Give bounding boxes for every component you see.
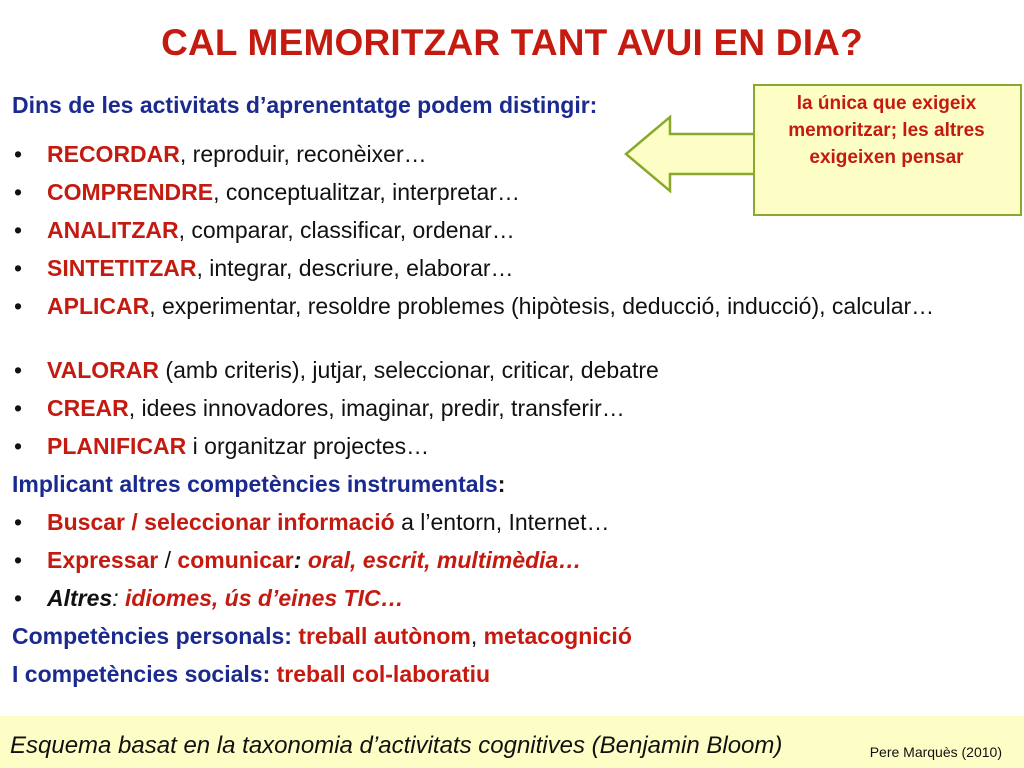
footer-author: Pere Marquès (2010) [869, 744, 1002, 760]
list-item [12, 431, 1012, 469]
text-run: , reproduir, reconèixer… [179, 141, 427, 167]
text-run: treball autònom [298, 623, 471, 649]
text-run: VALORAR [47, 357, 160, 383]
text-run: oral, escrit, multimèdia… [307, 547, 582, 573]
content-list [12, 139, 1012, 697]
text-run: : [293, 547, 308, 573]
text-run: Altres [47, 585, 113, 611]
section-heading [12, 621, 1012, 659]
text-run: Competències personals: [12, 623, 299, 649]
section-heading [12, 469, 1012, 507]
text-run: Expressar [47, 547, 159, 573]
bullet-icon: • [14, 179, 23, 205]
bullet-icon: • [14, 141, 23, 167]
footer-bar [0, 716, 1024, 768]
bullet-icon: • [14, 509, 23, 535]
section-heading [12, 659, 1012, 697]
text-run: i organitzar projectes… [186, 433, 430, 459]
bullet-icon: • [14, 357, 23, 383]
text-run: / [158, 547, 178, 573]
text-run: Implicant altres competències instrumentals [12, 471, 498, 497]
text-run: APLICAR [47, 293, 150, 319]
list-item [12, 291, 1012, 355]
text-run: , integrar, descriure, elaborar… [196, 255, 514, 281]
list-item [12, 355, 1012, 393]
text-run: , idees innovadores, imaginar, predir, transferir… [128, 395, 625, 421]
callout-text: la única que exigeix memoritzar; les altres exigeixen pensar [788, 93, 985, 168]
bullet-icon: • [14, 433, 23, 459]
footer-caption: Esquema basat en la taxonomia d’activitats cognitives (Benjamin Bloom) [10, 732, 783, 759]
bullet-icon: • [14, 255, 23, 281]
text-run: CREAR [47, 395, 129, 421]
text-run: a l’entorn, Internet… [394, 509, 610, 535]
text-run: PLANIFICAR [47, 433, 187, 459]
text-run: comunicar [177, 547, 294, 573]
list-item [12, 253, 1012, 291]
text-run: , comparar, classificar, ordenar… [178, 217, 515, 243]
text-run: (amb criteris), jutjar, seleccionar, criticar, debatre [159, 357, 659, 383]
text-run: COMPRENDRE [47, 179, 214, 205]
text-run: I competències socials: [12, 661, 277, 687]
bullet-icon: • [14, 585, 23, 611]
text-run: RECORDAR [47, 141, 180, 167]
bullet-icon: • [14, 395, 23, 421]
list-item [12, 583, 1012, 621]
list-item [12, 215, 1012, 253]
text-run: , [470, 623, 484, 649]
bullet-icon: • [14, 217, 23, 243]
text-run: SINTETITZAR [47, 255, 197, 281]
text-run: ANALITZAR [47, 217, 179, 243]
bullet-icon: • [14, 547, 23, 573]
list-item [12, 507, 1012, 545]
list-item [12, 545, 1012, 583]
text-run: metacognició [483, 623, 632, 649]
intro-text: Dins de les activitats d’aprenentatge podem distingir: [12, 92, 598, 118]
text-run: treball col-laboratiu [276, 661, 491, 687]
text-run: Buscar / seleccionar informació [47, 509, 395, 535]
bullet-icon: • [14, 293, 23, 319]
text-run: idiomes, ús d’eines TIC… [124, 585, 404, 611]
text-run: : [112, 585, 125, 611]
callout-note [753, 84, 1020, 216]
slide-title: CAL MEMORITZAR TANT AVUI EN DIA? [161, 22, 863, 63]
text-run: , conceptualitzar, interpretar… [213, 179, 520, 205]
list-item [12, 393, 1012, 431]
text-run: , experimentar, resoldre problemes (hipòtesis, deducció, inducció), calcular… [149, 293, 935, 319]
text-run: : [497, 471, 506, 497]
